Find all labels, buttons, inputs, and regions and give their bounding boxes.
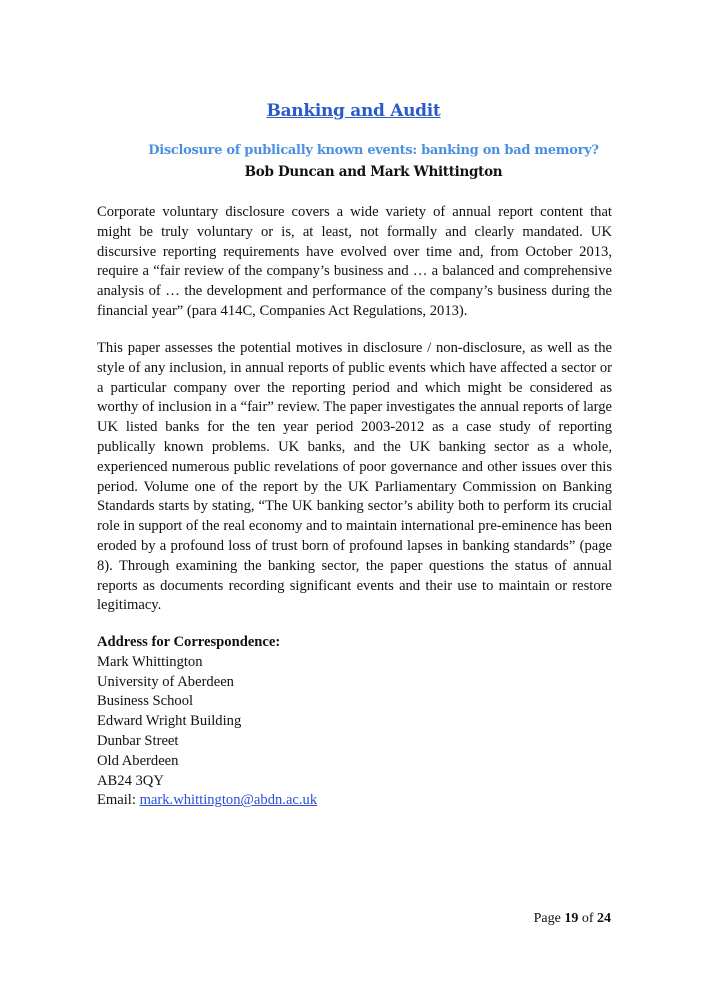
email-line: [97, 791, 317, 811]
page-footer: [534, 911, 611, 927]
abstract-paragraph-1: Corporate voluntary disclosure covers a wide variety of annual report content that might be truly voluntary or is, at least, not formally and clearly mandated. UK discursive reporting requirements have evolved over time and, from October 2013, require a “fair review of the company’s business and … a balanced and comprehensive analysis of … the development and performance of the company’s business during the financial year” (para 414C, Companies Act Regulations, 2013).: [97, 204, 612, 319]
address-line: AB24 3QY: [97, 772, 164, 789]
address-line: Old Aberdeen: [97, 752, 179, 769]
address-line: Business School: [97, 693, 194, 710]
page-prefix: Page: [533, 911, 565, 926]
address-line: Dunbar Street: [97, 732, 179, 749]
address-line: Edward Wright Building: [97, 713, 242, 730]
correspondence-address: [97, 633, 317, 811]
page-of: of: [578, 911, 597, 926]
page-number: 19: [564, 911, 579, 926]
address-heading: Address for Correspondence:: [97, 634, 281, 650]
paper-title: Disclosure of publically known events: banking on bad memory?: [148, 143, 599, 158]
email-link[interactable]: mark.whittington@abdn.ac.uk: [139, 792, 318, 809]
paper-authors: Bob Duncan and Mark Whittington: [244, 164, 503, 180]
page-total: 24: [597, 911, 611, 926]
abstract-paragraph-2: This paper assesses the potential motives in disclosure / non-disclosure, as well as the style of any inclusion, in annual reports of public events which have affected a sector or a particular company over the reporting period and which might be considered as worthy of inclusion in a “fair” review. The paper investigates the annual reports of large UK listed banks for the ten year period 2003-2012 as a case study of reporting publically known problems. UK banks, and the UK banking sector as a whole, experienced numerous public revelations of poor governance and other issues over this period. Volume one of the report by the UK Parliamentary Commission on Banking Standards starts by stating, “The UK banking sector’s ability both to perform its crucial role in support of the real economy and to maintain international pre-eminence has been eroded by a profound loss of trust born of profound lapses in banking standards” (page 8). Through examining the banking sector, the paper questions the status of annual reports as documents recording significant events and their use to maintain or restore legitimacy.: [97, 340, 612, 614]
section-title: Banking and Audit: [266, 101, 441, 121]
address-line: Mark Whittington: [97, 653, 203, 670]
address-line: University of Aberdeen: [97, 673, 234, 690]
email-label: Email:: [97, 792, 140, 809]
